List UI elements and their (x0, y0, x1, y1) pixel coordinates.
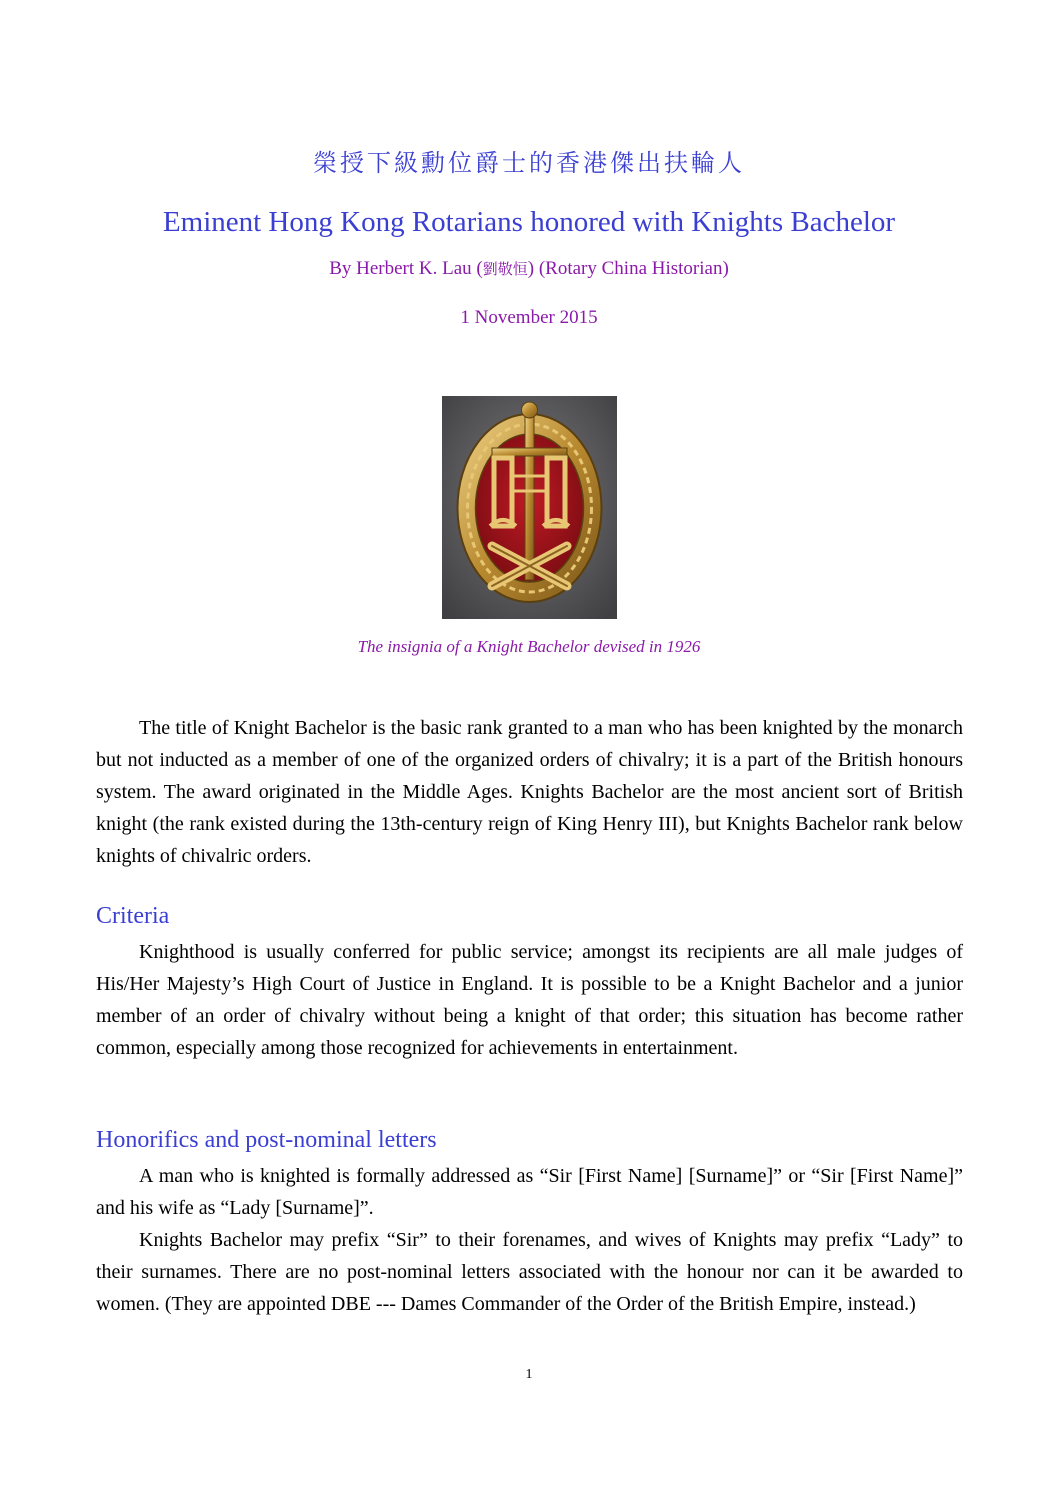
section-heading-honorifics: Honorifics and post-nominal letters (96, 1127, 437, 1153)
byline (0, 258, 1058, 280)
honorifics-paragraph-2: Knights Bachelor may prefix “Sir” to their forenames, and wives of Knights may prefix “Lady” to their surnames. There are no post-nominal letters associated with the honour nor can it be awarded to women. (They are appointed DBE --- Dames Commander of the Order of the British Empire, instead.) (96, 1229, 963, 1315)
title-chinese: 榮授下級勳位爵士的香港傑出扶輪人 (313, 149, 745, 177)
section-heading-criteria: Criteria (96, 903, 170, 929)
honorifics-paragraph-1: A man who is knighted is formally addressed as “Sir [First Name] [Surname]” or “Sir [First Name]” and his wife as “Lady [Surname]”. (96, 1165, 963, 1219)
title-english: Eminent Hong Kong Rotarians honored with Knights Bachelor (162, 206, 896, 238)
byline-suffix: ) (Rotary China Historian) (527, 258, 729, 279)
publication-date: 1 November 2015 (460, 307, 598, 328)
figure-caption: The insignia of a Knight Bachelor devised in 1926 (357, 637, 701, 656)
knight-bachelor-insignia-image (442, 396, 617, 619)
page-number: 1 (525, 1367, 533, 1382)
insignia-badge-icon (442, 396, 617, 619)
criteria-paragraph: Knighthood is usually conferred for public service; amongst its recipients are all male judges of His/Her Majesty’s High Court of Justice in England. It is possible to be a Knight Bachelor and a junior member of an order of chivalry without being a knight of that order; this situation has become rather common, especially among those recognized for achievements in entertainment. (96, 941, 963, 1059)
byline-prefix: By Herbert K. Lau ( (329, 258, 483, 279)
byline-author-chinese-name: 劉敬恒 (482, 260, 528, 278)
intro-paragraph: The title of Knight Bachelor is the basic rank granted to a man who has been knighted by the monarch but not inducted as a member of one of the organized orders of chivalry; it is a part of the British honours system. The award originated in the Middle Ages. Knights Bachelor are the most ancient sort of British knight (the rank existed during the 13th-century reign of King Henry III), but Knights Bachelor rank below knights of chivalric orders. (96, 717, 963, 867)
